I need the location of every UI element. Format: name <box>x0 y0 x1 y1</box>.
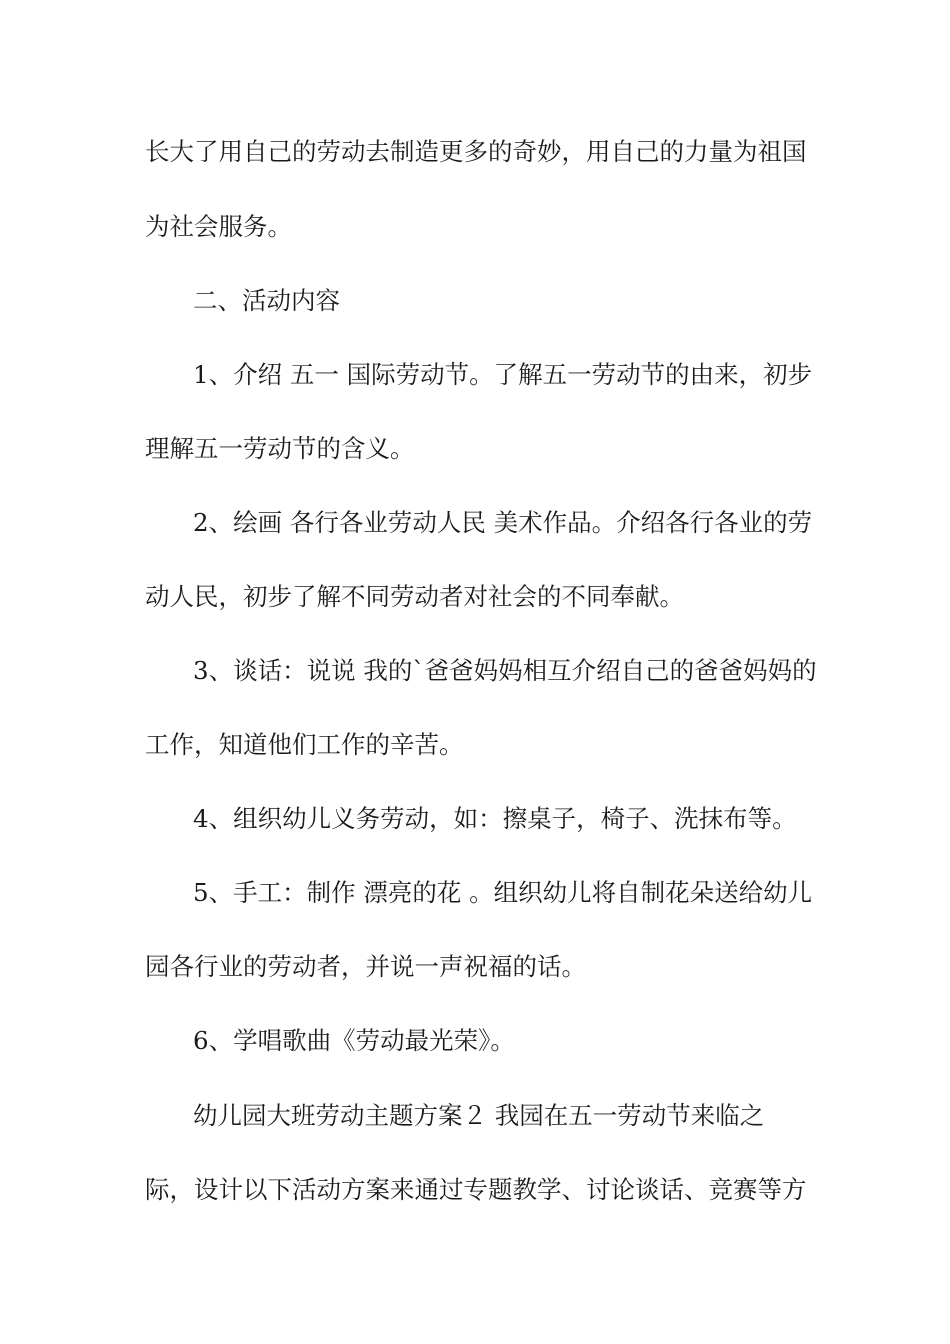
list-item: 2、绘画 各行各业劳动人民 美术作品。介绍各行各业的劳 <box>193 508 813 537</box>
section-title-line: 幼儿园大班劳动主题方案２ 我园在五一劳动节来临之 <box>193 1101 765 1130</box>
paragraph-line: 理解五一劳动节的含义。 <box>145 434 415 463</box>
list-item: 1、介绍 五一 国际劳动节。了解五一劳动节的由来，初步 <box>193 360 813 389</box>
paragraph-line: 园各行业的劳动者，并说一声祝福的话。 <box>145 952 586 981</box>
paragraph-line: 长大了用自己的劳动去制造更多的奇妙，用自己的力量为祖国 <box>145 137 807 166</box>
paragraph-line: 际，设计以下活动方案来通过专题教学、讨论谈话、竞赛等方 <box>145 1175 807 1204</box>
paragraph-line: 为社会服务。 <box>145 212 292 241</box>
list-item: 6、学唱歌曲《劳动最光荣》。 <box>193 1026 515 1055</box>
paragraph-line: 动人民，初步了解不同劳动者对社会的不同奉献。 <box>145 582 684 611</box>
section-heading: 二、活动内容 <box>193 286 340 315</box>
list-item: 3、谈话：说说 我的`爸爸妈妈相互介绍自己的爸爸妈妈的 <box>193 656 817 685</box>
list-item: 4、组织幼儿义务劳动，如：擦桌子，椅子、洗抹布等。 <box>193 804 797 833</box>
paragraph-line: 工作，知道他们工作的辛苦。 <box>145 730 464 759</box>
list-item: 5、手工：制作 漂亮的花 。组织幼儿将自制花朵送给幼儿 <box>193 878 813 907</box>
